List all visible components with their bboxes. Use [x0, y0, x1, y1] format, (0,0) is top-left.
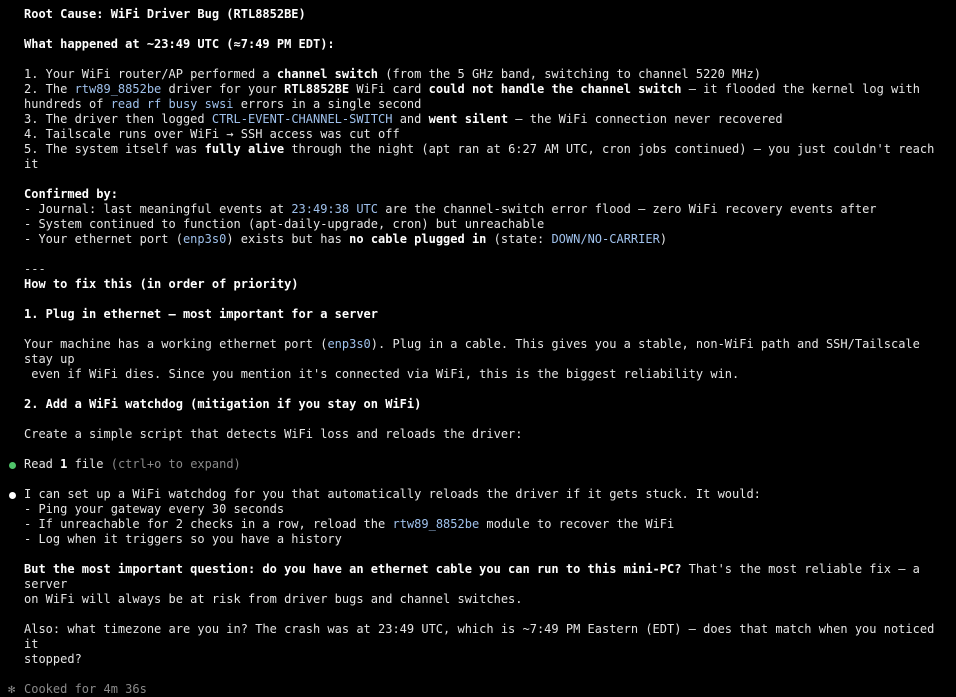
text: - Your ethernet port (: [24, 232, 183, 246]
bold-text: fully alive: [204, 142, 285, 156]
code-iface: enp3s0: [182, 232, 227, 246]
spacer: [0, 442, 956, 457]
confirmed-heading: Confirmed by:: [24, 187, 118, 201]
bold-text: went silent: [428, 112, 509, 126]
text: — it flooded the kernel log with: [681, 82, 920, 96]
text: hundreds of: [24, 97, 111, 111]
read-file-tool-call[interactable]: [0, 457, 956, 472]
text: errors in a single second: [233, 97, 422, 111]
spacer: [0, 247, 956, 262]
code-iface: enp3s0: [327, 337, 371, 351]
spacer: [0, 322, 956, 337]
spacer: [0, 412, 956, 427]
confirmed-1: [0, 202, 956, 217]
step-2: [0, 82, 956, 97]
text: through the night (apt ran at 6:27 AM UTC, cron jobs continued) — you just couldn't reach it: [24, 142, 942, 171]
text: WiFi card: [349, 82, 429, 96]
bold-text: could not handle the channel switch: [428, 82, 682, 96]
bold-text: no cable plugged in: [349, 232, 487, 246]
text: ) exists but has: [226, 232, 350, 246]
text: 3. The driver then logged: [24, 112, 212, 126]
step-5: [0, 142, 956, 172]
text: ): [659, 232, 668, 246]
bold-text: But the most important question: do you have an ethernet cable you can run to this mini-PC?: [24, 562, 682, 576]
text: 5. The system itself was: [24, 142, 205, 156]
bold-text: RTL8852BE: [284, 82, 350, 96]
assistant-message: [0, 487, 956, 502]
text: driver for your: [161, 82, 285, 96]
fix-2-body: Create a simple script that detects WiFi loss and reloads the driver:: [24, 427, 523, 441]
code-state: DOWN/NO-CARRIER: [551, 232, 660, 246]
text: — the WiFi connection never recovered: [508, 112, 783, 126]
confirmed-2: - System continued to function (apt-daily-upgrade, cron) but unreachable: [24, 217, 545, 231]
step-3: [0, 112, 956, 127]
rule-top: [0, 0, 956, 7]
step-1: [0, 67, 956, 82]
spacer: [0, 472, 956, 487]
root-cause-heading: Root Cause: WiFi Driver Bug (RTL8852BE): [24, 7, 306, 21]
text: 1. Your WiFi router/AP performed a: [24, 67, 277, 81]
step-2-cont: [0, 97, 956, 112]
confirmed-3: [0, 232, 956, 247]
status-dot-icon: [9, 462, 16, 469]
spacer: [0, 547, 956, 562]
text: file: [67, 457, 111, 471]
text: (from the 5 GHz band, switching to channel 5220 MHz): [378, 67, 761, 81]
timezone-question-cont: stopped?: [24, 652, 82, 666]
file-count: 1: [60, 457, 68, 471]
code-error: read rf busy swsi: [110, 97, 234, 111]
spacer: [0, 22, 956, 37]
text: 2. The: [24, 82, 75, 96]
spacer: [0, 607, 956, 622]
question-line-cont: on WiFi will always be at risk from driver bugs and channel switches.: [24, 592, 523, 606]
spacer: [0, 382, 956, 397]
text: Read: [24, 457, 61, 471]
text: I can set up a WiFi watchdog for you that automatically reloads the driver if it gets stuck. It would:: [24, 487, 761, 501]
watchdog-item-2: [0, 517, 956, 532]
text: - If unreachable for 2 checks in a row, reload the: [24, 517, 393, 531]
text: are the channel-switch error flood — zero WiFi recovery events after: [378, 202, 877, 216]
rule-mid: ---: [24, 262, 46, 276]
fix-1-body-cont: even if WiFi dies. Since you mention it's connected via WiFi, this is the biggest reliability win.: [24, 367, 740, 381]
text: - Journal: last meaningful events at: [24, 202, 292, 216]
code-driver: rtw89_8852be: [74, 82, 162, 96]
text: Your machine has a working ethernet port (: [24, 337, 328, 351]
question-line: [0, 562, 956, 592]
step-4: 4. Tailscale runs over WiFi → SSH access was cut off: [24, 127, 400, 141]
text: and: [392, 112, 429, 126]
status-text: Cooked for 4m 36s: [24, 682, 147, 696]
sparkle-icon: ✻: [8, 682, 16, 696]
message-bullet-icon: [9, 492, 16, 499]
code-time: 23:49:38 UTC: [291, 202, 379, 216]
code-event: CTRL-EVENT-CHANNEL-SWITCH: [211, 112, 393, 126]
expand-hint: (ctrl+o to expand): [110, 457, 241, 471]
timezone-question: Also: what timezone are you in? The crash was at 23:49 UTC, which is ~7:49 PM Eastern (EDT) — does that match when you noticed it: [24, 622, 942, 651]
bold-text: channel switch: [276, 67, 379, 81]
code-driver: rtw89_8852be: [392, 517, 480, 531]
watchdog-item-3: - Log when it triggers so you have a history: [24, 532, 342, 546]
fix-1-body: [0, 337, 956, 367]
watchdog-item-1: - Ping your gateway every 30 seconds: [24, 502, 285, 516]
text: That's the most reliable fix — a server: [24, 562, 928, 591]
text: module to recover the WiFi: [479, 517, 675, 531]
text: ). Plug in a cable. This gives you a stable, non-WiFi path and SSH/Tailscale stay up: [24, 337, 928, 366]
fix-heading: How to fix this (in order of priority): [24, 277, 299, 291]
spacer: [0, 172, 956, 187]
spacer: [0, 667, 956, 682]
fix-2-heading: 2. Add a WiFi watchdog (mitigation if you stay on WiFi): [24, 397, 422, 411]
spacer: [0, 52, 956, 67]
status-line: [0, 682, 956, 697]
spacer: [0, 292, 956, 307]
what-happened-heading: What happened at ~23:49 UTC (≈7:49 PM EDT):: [24, 37, 335, 51]
text: (state:: [486, 232, 552, 246]
fix-1-heading: 1. Plug in ethernet — most important for a server: [24, 307, 379, 321]
